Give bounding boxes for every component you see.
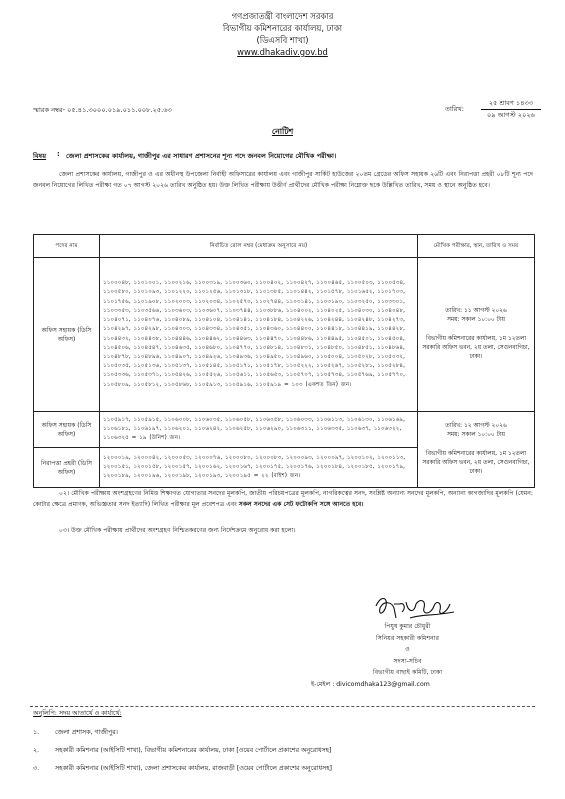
post-cell: অফিস সহায়ক (ডিসি অফিস) [34,412,100,448]
website-link[interactable]: www.dhakadiv.gov.bd [237,47,328,57]
memo-number: স্মারক নম্বর- ০৫.৪১.৩০০০.০১৯.০১১.০০৮.২৫.৬৩ [33,106,172,114]
post-cell: নিরাপত্তা প্রহরী (ডিসি অফিস) [34,448,100,488]
rolls-cell: ১১০৫৯১৭, ১১০৫৯১৫, ১১০৬০০৮, ১১০৬০৩৫, ১১০৬০৫৮, ১১০৬০৫৮, ১১০৬০৩৩, ১১০৬১১৩, ১১০৬১৩০, ১১০৬১৬৯, ১১০৬১৮১, ১১০৬১৯৭, ১১০৬২০১, ১১০৬২৪২, ১১০৬২৫৮, ১১০৬২৯০, ১১০৬৩১১, ১১০৬৩৩৫, ১১০৬৩৭, ১১০৬৩২২, ১১০৬৩২৫ = ১৯ (উনিশ) জন। [100,412,418,448]
office-title: বিভাগীয় কমিশনারের কার্যালয়, ঢাকা [222,23,343,33]
rolls-cell: ১১০০০৪৮, ১১০১০০১, ১১০০২১৬, ১১০০৩১৯, ১১০০৩৬০, ১১০০৪০২, ১১০০৪২৭, ১১০০৪৬৫, ১১০০৫০৩, ১১০০৫৩৪, ১১০০৫৮০, ১১০১০৯৩, ১১০১২২০, ১১০১২৫৬, ১১০১৩১৮, ১১০১৩৮৫, ১১০১৪৪২, ১১০১৫৭৮, ১১০১৬৫২, ১১০১৭০৩, ১১০১৭৫৬, ১১০১৯০৮, ১১০২০০৩, ১১০২০৩৪, ১১০২৫৭০, ১১০২৭৪৪, ১১০৩১৪১, ১১০৩১৯০, ১১০৩২৫০, ১১০৩৩০১, ১১০৩৩৫৩, ১১০৩৫৬৬, ১১০৩৬০৩, ১১০৩৬০৭, ১১০৩৭৪৪, ১১০৩৮৮৬, ১১০৪০০২, ১১০৪০২৫, ১১০৪০৩০, ১১০৪০৪৮, ১১০৪০৭১, ১১০৪০৭৬, ১১০৪০৮৯, ১১০৪১০৪, ১১০৪১৪১, ১১০৪১৮৪, ১১০৪২২৬, ১১০৪২৪৪, ১১০৪২৪৮, ১১০৪২৭৩, ১১০৪২৯৭, ১১০৪২৯৮, ১১০৪৩০৩, ১১০৪৩৩৪, ১১০৪৩৫১, ১১০৪৩৬০, ১১০৪৪০০, ১১০৪৪১৮, ১১০৪৪১৯, ১১০৪৪২৮, ১১০৪৪৩২, ১১০৪৪৩৮, ১১০৪৪৪৬, ১১০৪৪৬২, ১১০৪৪৬৩, ১১০৪৪৭০, ১১০৪৪৮৬, ১১০৪৪৯৫, ১১০৪৫০১, ১১০৪৫০৪, ১১০৪৫০৬, ১১০৪৫৪৭, ১১০৪৬৩৫, ১১০৪৬৮০, ১১০৪৭৭০, ১১০৪৮১৪, ১১০৪৮৩১, ১১০৪৮৫০, ১১০৪৮৫১, ১১০৪৮৬৪, ১১০৪৮৭৮, ১১০৪৮৯৬, ১১০৪৯০৭, ১১০৪৯২৬, ১১০৪৯৩৬, ১১০৪৯৫০, ১১০৪৯৬০, ১১০৫০০৪, ১১০৫০২৮, ১১০৫০৩২, ১১০৫০৩৫, ১১০৫১৩৬, ১১০৫১৩৭, ১১০৫১৪৫, ১১০৫১৭১, ১১০৫১৭৮, ১১০৫২২২, ১১০৫২৬৭, ১১০৫২৮১, ১১০৫২৮৪, ১১০৫৩৩৬, ১১০৫৩৭১, ১১০৫৪২৬, ১১০৫৫২৬, ১১০৫৬১১, ১১০৫৬৫৩, ১১০৫৭০৭, ১১০৫৭৩৪, ১১০৫৭৬৯, ১১০৫৭৭০, ১১০৫৮০৯, ১১০৫৮১২, ১১০৫৮৬৮, ১১০৫৯১৩, ১১০৫৯১৬, ১১০৫৯১৯ = ১০৩ (একশত তিন) জন। [100,258,418,412]
post-cell: অফিস সহায়ক (ডিসি অফিস) [34,258,100,412]
date-english: ০৯ আগস্ট ২০২৬ [487,111,535,119]
cc-title: অনুলিপি: সদয় আতার্থে ও কার্যার্থে: [33,710,122,717]
gov-title: গণপ্রজাতন্ত্রী বাংলাদেশ সরকার [231,11,334,21]
branch-title: (ডিএসবি শাখা) [256,35,309,45]
date-label: তারিখ: [445,105,464,113]
date-bangla: ২৫ শ্রাবণ ১৪৩৩ [481,98,541,110]
signature-block: পিযুষ কুমার চৌধুরী সিনিয়র সহকারী কমিশনার ও সদস্য-সচিব বিভাগীয় বাছাই কমিটি, ঢাকা ই-মেইল : divicomdhaka123@gmail.com [305,621,510,690]
signer-name: পিযুষ কুমার চৌধুরী [384,623,431,630]
separator [30,706,535,707]
paragraph-2: ০২। মৌখিক পরীক্ষায় অংশগ্রহণের নিমিত্ত শিক্ষাগত যোগ্যতার সনদের মূলকপি, জাতীয় পরিচয়পত্রের মূলকপি, নাগরিকত্বের সনদ, সংশ্লিষ্ট অন্যান্য সনদের মূলকপি, অন্যান্য কাগজাদির মূলকপি (যেমন: কোটার ক্ষেত্রে প্রমাণক, অভিজ্ঞতার সনদ ইত্যাদি) লিখিত পরীক্ষার মূল প্রবেশপত্র এবং সকল সনদের এক সেট ফটোকপি সঙ্গে আনতে হবে। [33,490,533,508]
paragraph-2-bold: সকল সনদের এক সেট ফটোকপি সঙ্গে আনতে হবে। [238,501,364,508]
schedule-cell: তারিখ: ১২ আগস্ট ২০২৬ সময়: সকাল ১০:০০ টায় বিভাগীয় কমিশনারের কার্যালয়, ১ম ১২তলা সরকারি অফিস ভবন, ২য় তলা, সেগুনবাগিচা, ঢাকা। [418,412,535,488]
paragraph-3: ০৩। উক্ত মৌখিক পরীক্ষায় প্রার্থীদের অংশগ্রহণ নিশ্চিতকরণের জন্য নির্দেশক্রমে অনুরোধ করা হলো। [59,527,296,534]
table-header-row [34,235,535,258]
rolls-cell: ১২০০০১৯, ১২০০০৪২, ১২০০০৫৩, ১২০০০৭৬, ১২০০০৮০, ১২০০০৮৩, ১২০০০৯৩, ১২০০০৯৭, ১২০০১০২, ১২০০১১৩, ১২০০১৫১, ১২০০১৫৮, ১২০০১৫৭, ১২০০১৬২, ১২০০১৬৭, ১২০০১৭৫, ১২০০১৭৬, ১২০০১৮৪, ১২০০১৮৫, ১২০০১৭৯, ১২০০১৮৯, ১২০০১৯৬, ১২০০১৯৮, ১২০০১৯৩, ১২০০১৯৫ = ২২ (বাইশ) জন। [100,448,418,488]
table-row [34,412,535,448]
signer-role: সদস্য-সচিব [393,657,422,665]
table-row [34,258,535,412]
header-post: পদের নাম [34,235,100,258]
schedule-table [33,234,535,488]
signer-designation: সিনিয়র সহকারী কমিশনার [375,634,440,642]
schedule-cell: তারিখ: ১১ আগস্ট ২০২৬ সময়: সকাল ১০:০০ টায় বিভাগীয় কমিশনারের কার্যালয়, ১ম ১২তলা সরকারি অফিস ভবন, ২য় তলা, সেগুনবাগিচা, ঢাকা। [418,258,535,412]
signer-committee: বিভাগীয় বাছাই কমিটি, ঢাকা [372,669,443,676]
notice-page: গণপ্রজাতন্ত্রী বাংলাদেশ সরকার বিভাগীয় কমিশনারের কার্যালয়, ঢাকা (ডিএসবি শাখা) www.dhakadiv.gov.bd স্মারক নম্বর- ০৫.৪১.৩০০০.০১৯.০১১.০০৮.২৫.৬৩ তারিখ: ২৫ শ্রাবণ ১৪৩৩ ০৯ আগস্ট ২০২৬ নোটিশ বিষয় : জেলা প্রশাসকের কার্যালয়, গাজীপুর এর সাধারণ প্রশাসনের শূন্য পদে জনবল নিয়োগের মৌখিক পরীক্ষা। জেলা প্রশাসকের কার্যালয়, গাজীপুর ও এর অধীনস্থ উপজেলা নির্বাহী অফিসারের কার্যালয় এবং গাজীপুর সার্কিট হাউজের ২০তম গ্রেডের অফিস সহায়ক ২৬টি এবং নিরাপত্তা প্রহরী ০৮টি শূন্য পদে জনবল নিয়োগের লিখিত পরীক্ষা গত ০৭ আগস্ট ২০২৬ তারিখ অনুষ্ঠিত হয়। উক্ত লিখিত পরীক্ষায় উত্তীর্ণ প্রার্থীদের মৌখিক পরীক্ষা নিম্নোক্ত ছকে উল্লিখিত তারিখ, সময় ও স্থানে অনুষ্ঠিত হবে। পদের নাম নির্বাচিত রোল নম্বর (মেধাক্রম অনুসারে নয়) মৌখিক পরীক্ষার, স্থান, তারিখ ও সময় অফিস সহায়ক (ডিসি অফিস) ১১০০০৪৮, ১১০১০০১, ১১০০২১৬, ১১০০৩১৯, ১১০০৩৬০, ১১০০৪০২, ১১০০৪২৭, ১১০০৪৬৫, ১১০০৫০৩, ১১০০৫৩৪, ১১০০৫৮০, ১১০১০৯৩, ১১০১২২০, ১১০১২৫৬, ১১০১৩১৮, ১১০১৩৮৫, ১১০১৪৪২, ১১০১৫৭৮, ১১০১৬৫২, ১১০১৭০৩, ১১০১৭৫৬, ১১০১৯০৮, ১১০২০০৩, ১১০২০৩৪, ১১০২৫৭০, ১১০২৭৪৪, ১১০৩১৪১, ১১০৩১৯০, ১১০৩২৫০, ১১০৩৩০১, ১১০৩৩৫৩, ১১০৩৫৬৬, ১১০৩৬০৩, ১১০৩৬০৭, ১১০৩৭৪৪, ১১০৩৮৮৬, ১১০৪০০২, ১১০৪০২৫, ১১০৪০৩০, ১১০৪০৪৮, ১১০৪০৭১, ১১০৪০৭৬, ১১০৪০৮৯, ১১০৪১০৪, ১১০৪১৪১, ১১০৪১৮৪, ১১০৪২২৬, ১১০৪২৪৪, ১১০৪২৪৮, ১১০৪২৭৩, ১১০৪২৯৭, ১১০৪২৯৮, ১১০৪৩০৩, ১১০৪৩৩৪, ১১০৪৩৫১, ১১০৪৩৬০, ১১০৪৪০০, ১১০৪৪১৮, ১১০৪৪১৯, ১১০৪৪২৮, ১১০৪৪৩২, ১১০৪৪৩৮, ১১০৪৪৪৬, ১১০৪৪৬২, ১১০৪৪৬৩, ১১০৪৪৭০, ১১০৪৪৮৬, ১১০৪৪৯৫, ১১০৪৫০১, ১১০৪৫০৪, ১১০৪৫০৬, ১১০৪৫৪৭, ১১০৪৬৩৫, ১১০৪৬৮০, ১১০৪৭৭০, ১১০৪৮১৪, ১১০৪৮৩১, ১১০৪৮৫০, ১১০৪৮৫১, ১১০৪৮৬৪, ১১০৪৮৭৮, ১১০৪৮৯৬, ১১০৪৯০৭, ১১০৪৯২৬, ১১০৪৯৩৬, ১১০৪৯৫০, ১১০৪৯৬০, ১১০৫০০৪, ১১০৫০২৮, ১১০৫০৩২, ১১০৫০৩৫, ১১০৫১৩৬, ১১০৫১৩৭, ১১০৫১৪৫, ১১০৫১৭১, ১১০৫১৭৮, ১১০৫২২২, ১১০৫২৬৭, ১১০৫২৮১, ১১০৫২৮৪, ১১০৫৩৩৬, ১১০৫৩৭১, ১১০৫৪২৬, ১১০৫৫২৬, ১১০৫৬১১, ১১০৫৬৫৩, ১১০৫৭০৭, ১১০৫৭৩৪, ১১০৫৭৬৯, ১১০৫৭৭০, ১১০৫৮০৯, ১১০৫৮১২, ১১০৫৮৬৮, ১১০৫৯১৩, ১১০৫৯১৬, ১১০৫৯১৯ = ১০৩ (একশত তিন) জন। তারিখ: ১১ আগস্ট ২০২৬ সময়: সকাল ১০:০০ টায় বিভাগীয় কমিশনারের কার্যালয়, ১ম ১২তলা সরকারি অফিস ভবন, ২য় তলা, সেগুনবাগিচা, ঢাকা। অফিস সহায়ক (ডিসি অফিস) ১১০৫৯১৭, ১১০৫৯১৫, ১১০৬০০৮, ১১০৬০৩৫, ১১০৬০৫৮, ১১০৬০৫৮, ১১০৬০৩৩, ১১০৬১১৩, ১১০৬১৩০, ১১০৬১৬৯, ১১০৬১৮১, ১১০৬১৯৭, ১১০৬২০১, ১১০৬২৪২, ১১০৬২৫৮, ১১০৬২৯০, ১১০৬৩১১, ১১০৬৩৩৫, ১১০৬৩৭, ১১০৬৩২২, ১১০৬৩২৫ = ১৯ (উনিশ) জন। তারিখ: ১২ আগস্ট ২০২৬ সময়: সকাল ১০:০০ টায় বিভাগীয় কমিশনারের কার্যালয়, ১ম ১২তলা সরকারি অফিস ভবন, ২য় তলা, সেগুনবাগিচা, ঢাকা। নিরাপত্তা প্রহরী (ডিসি অফিস) ১২০০০১৯, ১২০০০৪২, ১২০০০৫৩, ১২০০০৭৬, ১২০০০৮০, ১২০০০৮৩, ১২০০০৯৩, ১২০০০৯৭, ১২০০১০২, ১২০০১১৩, ১২০০১৫১, ১২০০১৫৮, ১২০০১৫৭, ১২০০১৬২, ১২০০১৬৭, ১২০০১৭৫, ১২০০১৭৬, ১২০০১৮৪, ১২০০১৮৫, ১২০০১৭৯, ১২০০১৮৯, ১২০০১৯৬, ১২০০১৯৮, ১২০০১৯৩, ১২০০১৯৫ = ২২ (বাইশ) জন। ০২। মৌখিক পরীক্ষায় অংশগ্রহণের নিমিত্ত শিক্ষাগত যোগ্যতার সনদের মূলকপি, জাতীয় পরিচয়পত্রের মূলকপি, নাগরিকত্বের সনদ, সংশ্লিষ্ট অন্যান্য সনদের মূলকপি, অন্যান্য কাগজাদির মূলকপি (যেমন: কোটার ক্ষেত্রে প্রমাণক, অভিজ্ঞতার সনদ ইত্যাদি) লিখিত পরীক্ষার মূল প্রবেশপত্র এবং সকল সনদের এক সেট ফটোকপি সঙ্গে আনতে হবে। ০৩। উক্ত মৌখিক পরীক্ষায় প্রার্থীদের অংশগ্রহণ নিশ্চিতকরণের জন্য নির্দেশক্রমে অনুরোধ করা হলো। পিযুষ কুমার চৌধুরী সিনিয়র সহকারী কমিশনার ও সদস্য-সচিব বিভাগীয় বাছাই কমিটি, ঢাকা ই-মেইল : divicomdhaka123@gmail.com অনুলিপি: সদয় আতার্থে ও কার্যার্থে: ১. জেলা প্রশাসক, গাজীপুর। ২. সহকারী কমিশনার (আইসিটি শাখা), বিভাগীয় কমিশনারের কার্যালয়, ঢাকা [ওয়েব পোর্টালে প্রকাশের অনুরোধসহ] ৩. সহকারী কমিশনার (আইসিটি শাখা), জেলা প্রশাসকের কার্যালয়, রাজবাড়ী [ওয়েব পোর্টালে প্রকাশের অনুরোধসহ] [0,0,565,799]
header-schedule: মৌখিক পরীক্ষার, স্থান, তারিখ ও সময় [418,235,535,258]
subject-text: জেলা প্রশাসকের কার্যালয়, গাজীপুর এর সাধারণ প্রশাসনের শূন্য পদে জনবল নিয়োগের মৌখিক পরীক্ষা। [66,152,337,160]
signer-email[interactable]: ই-মেইল : divicomdhaka123@gmail.com [311,680,430,688]
subject-label: বিষয় [33,152,47,160]
paragraph-1: জেলা প্রশাসকের কার্যালয়, গাজীপুর ও এর অধীনস্থ উপজেলা নির্বাহী অফিসারের কার্যালয় এবং গাজীপুর সার্কিট হাউজের ২০তম গ্রেডের অফিস সহায়ক ২৬টি এবং নিরাপত্তা প্রহরী ০৮টি শূন্য পদে জনবল নিয়োগের লিখিত পরীক্ষা গত ০৭ আগস্ট ২০২৬ তারিখ অনুষ্ঠিত হয়। উক্ত লিখিত পরীক্ষায় উত্তীর্ণ প্রার্থীদের মৌখিক পরীক্ষা নিম্নোক্ত ছকে উল্লিখিত তারিখ, সময় ও স্থানে অনুষ্ঠিত হবে। [33,171,533,189]
notice-heading: নোটিশ [271,127,294,136]
header-rolls: নির্বাচিত রোল নম্বর (মেধাক্রম অনুসারে নয়) [100,235,418,258]
